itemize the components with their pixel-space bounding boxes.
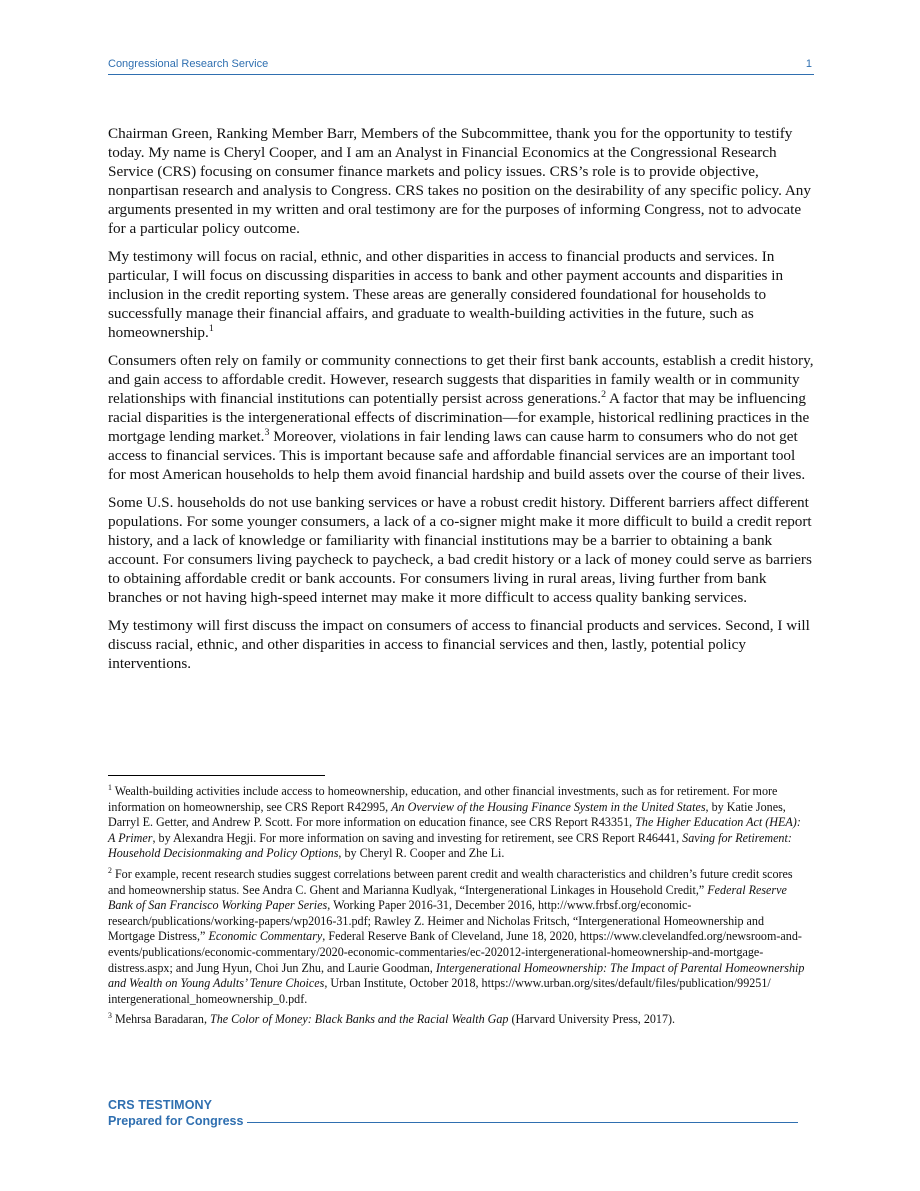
footer-rule bbox=[247, 1122, 798, 1123]
body-paragraph bbox=[108, 616, 814, 673]
italic-title: The Color of Money: Black Banks and the Racial Wealth Gap bbox=[210, 1012, 509, 1027]
footnote bbox=[108, 1012, 808, 1028]
page-header bbox=[108, 58, 814, 75]
italic-title: The Higher Education Act (HEA): A Primer bbox=[108, 815, 801, 845]
italic-title: Intergenerational Homeownership: The Impact of Parental Homeownership and Wealth on Young Adults’ Tenure Choices bbox=[108, 960, 805, 991]
text-run: , by Katie Jones, Darryl E. Getter, and Andrew P. Scott. For more information on education finance, see CRS Report R43351, bbox=[108, 799, 786, 830]
italic-title: An Overview of the Housing Finance System in the United States bbox=[391, 799, 706, 814]
italic-title: Saving for Retirement: Household Decisionmaking and Policy Options bbox=[108, 830, 792, 861]
text-run: , Urban Institute, October 2018, https://www.urban.org/sites/default/files/publication/99251/ intergenerational_homeownership_0.pdf. bbox=[108, 976, 771, 1006]
text-run: Mehrsa Baradaran, bbox=[111, 1012, 210, 1027]
italic-title: Economic Commentary bbox=[208, 929, 323, 944]
italic-title: Federal Reserve Bank of San Francisco Working Paper Series bbox=[108, 882, 787, 913]
text-run: Chairman Green, Ranking Member Barr, Members of the Subcommittee, thank you for the opportunity to testify today. My name is Cheryl Cooper, and I am an Analyst in Financial Economics at the Congressional Research Service (CRS) focusing on consumer finance markets and policy issues. CRS’s role is to provide objective, nonpartisan research and analysis to Congress. CRS takes no position on the desirability of any specific policy. Any arguments presented in my written and oral testimony are for the purposes of informing Congress, not to advocate for a particular policy outcome. bbox=[108, 125, 811, 237]
footer-subtitle: Prepared for Congress bbox=[108, 1114, 244, 1128]
text-run: , by Cheryl R. Cooper and Zhe Li. bbox=[338, 846, 505, 861]
footnote-marker: 1 bbox=[108, 782, 112, 792]
header-org-name: Congressional Research Service bbox=[108, 58, 269, 70]
footer-title: CRS TESTIMONY bbox=[108, 1098, 213, 1112]
text-run: (Harvard University Press, 2017). bbox=[508, 1012, 676, 1027]
footnote-separator bbox=[108, 775, 325, 776]
text-run: Consumers often rely on family or community connections to get their first bank accounts, establish a credit history, and gain access to affordable credit. However, research suggests that disparities in family wealth or in community relationships with financial institutions can potentially persist across generations. bbox=[108, 352, 814, 407]
body-paragraph bbox=[108, 351, 814, 484]
text-run: , Working Paper 2016-31, December 2016, http://www.frbsf.org/economic-research/publications/working-papers/wp2016-31.pdf; Rawley Z. Heimer and Nicholas Fritsch, “Intergenerational Homeownership and Mortgage Distress,” bbox=[108, 898, 765, 944]
testimony-body bbox=[108, 124, 814, 682]
footnote-marker: 3 bbox=[264, 426, 270, 438]
body-paragraph bbox=[108, 247, 814, 342]
footnote bbox=[108, 784, 808, 862]
text-run: Some U.S. households do not use banking services or have a robust credit history. Different barriers affect different populations. For some younger consumers, a lack of a co-signer might make it more difficult to build a credit report history, and a lack of knowledge or familiarity with financial institutions may be a barrier to obtaining a bank account. For consumers living paycheck to paycheck, a bad credit history or a lack of money could serve as barriers to obtaining affordable credit or bank accounts. For consumers living in rural areas, living further from bank branches or not having high-speed internet may make it more difficult to access quality banking services. bbox=[108, 494, 812, 606]
page-footer bbox=[108, 1097, 798, 1129]
footnote-marker: 2 bbox=[601, 388, 607, 400]
footnote-marker: 2 bbox=[108, 865, 112, 875]
body-paragraph bbox=[108, 493, 814, 607]
text-run: My testimony will focus on racial, ethnic, and other disparities in access to financial products and services. In particular, I will focus on discussing disparities in access to bank and other payment accounts and disparities in inclusion in the credit reporting system. These areas are generally considered foundational for households to successfully manage their financial affairs, and graduate to wealth-building activities in the future, such as homeownership. bbox=[108, 248, 784, 341]
footnotes bbox=[108, 784, 808, 1033]
footnote bbox=[108, 867, 808, 1007]
page-number: 1 bbox=[805, 58, 812, 70]
footnote-marker: 3 bbox=[108, 1011, 112, 1021]
footnote-marker: 1 bbox=[208, 322, 214, 334]
text-run: Wealth-building activities include access to homeownership, education, and other financial investments, such as for retirement. For more information on homeownership, see CRS Report R42995, bbox=[108, 784, 778, 814]
body-paragraph bbox=[108, 124, 814, 238]
text-run: Moreover, violations in fair lending laws can cause harm to consumers who do not get access to financial services. This is important because safe and affordable financial services are an important tool for most American households to help them avoid financial hardship and build assets over the course of their lives. bbox=[108, 428, 806, 483]
text-run: A factor that may be influencing racial disparities is the intergenerational effects of discrimination—for example, historical redlining practices in the mortgage lending market. bbox=[108, 390, 810, 445]
text-run: , by Alexandra Hegji. For more information on saving and investing for retirement, see CRS Report R46441, bbox=[152, 830, 683, 845]
text-run: For example, recent research studies suggest correlations between parent credit and wealth characteristics and children’s future credit scores and homeownership status. See Andra C. Ghent and Marianna Kudlyak, “Intergenerational Linkages in Household Credit,” bbox=[108, 866, 793, 897]
text-run: , Federal Reserve Bank of Cleveland, June 18, 2020, https://www.clevelandfed.org/newsroom-and-events/publications/economic-commentary/2020-economic-commentaries/ec-202012-intergenerational-homeownership-and-mortgage-distress.aspx; and Jung Hyun, Choi Jun Zhu, and Laurie Goodman, bbox=[108, 929, 802, 975]
text-run: My testimony will first discuss the impact on consumers of access to financial products and services. Second, I will discuss racial, ethnic, and other disparities in access to financial services and then, lastly, potential policy interventions. bbox=[108, 617, 810, 672]
